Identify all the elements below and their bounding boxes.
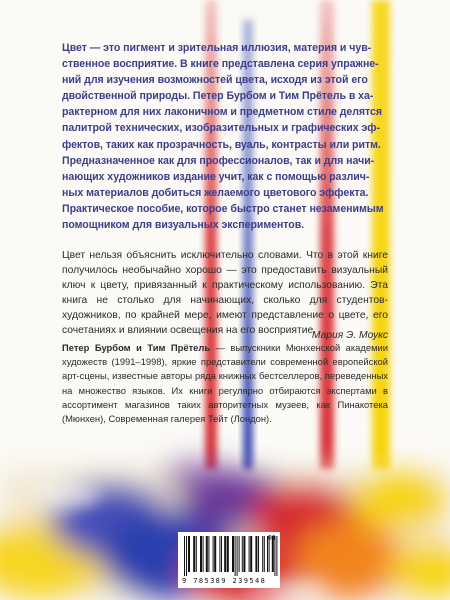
- barcode-bar: [250, 536, 252, 572]
- review-quote: Цвет нельзя объяснить исключительно словами. Что в этой книге получилось необычайно хорошо — это предоставить визуальный ключ к цвету, привязанный к практическому использованию. Эта книга не столько для начинающих, сколько для студентов-художников, по крайней мере, имеют представление о цвете, его сочетаниях и влиянии освещения на его восприятие.: [62, 250, 388, 336]
- isbn-barcode: [178, 532, 280, 588]
- intro-line: Практическое пособие, которое быстро станет незаменимым: [62, 202, 384, 215]
- bio-authors: Петер Бурбом и Тим Прётель: [62, 342, 211, 353]
- barcode-bar: [219, 536, 220, 572]
- barcode-bar: [186, 536, 187, 576]
- barcode-bar: [203, 536, 204, 572]
- intro-line: фектов, таких как прозрачность, вуаль, контрасты или ритм.: [62, 138, 381, 151]
- intro-paragraph: [62, 40, 388, 233]
- barcode-bar: [235, 536, 236, 576]
- barcode-bar: [208, 536, 209, 572]
- barcode-bar: [264, 536, 265, 572]
- barcode-bar: [258, 536, 259, 572]
- barcode-bar: [262, 536, 263, 572]
- barcode-bar: [232, 536, 234, 572]
- intro-line: ных материалов добиться желаемого цветового эффекта.: [62, 186, 369, 199]
- barcode-bar: [221, 536, 222, 572]
- barcode-bar: [255, 536, 257, 572]
- intro-line: Цвет — это пигмент и зрительная иллюзия, материя и чув-: [62, 42, 372, 54]
- barcode-bar: [239, 536, 240, 572]
- barcode-bar: [242, 536, 243, 572]
- barcode-bar: [196, 536, 197, 572]
- bio-text: — выпускники Мюнхенской академии художеств (1991–1998), яркие представители современной европейской арт-сцены, известные авторы ряда книжных бестселлеров, переведенных на множество языков. Их книги регулярно отбираются экспертами в ассортимент магазинов таких авторитетных музеев, как Пинакотека (Мюнхен), Современная галерея Тейт (Лондон).: [62, 342, 388, 425]
- barcode-bar: [206, 536, 208, 572]
- barcode-bar: [188, 536, 190, 572]
- authors-bio: [62, 341, 388, 426]
- intro-line: ственное восприятие. В книге представлена серия упражне-: [62, 58, 379, 71]
- barcode-bar: [237, 536, 238, 576]
- barcode-number: 9 785389 239548: [182, 577, 267, 585]
- barcode-bar: [224, 536, 226, 572]
- intro-line: Предназначенное как для профессионалов, так и для начи-: [62, 154, 375, 167]
- intro-line: ний для изучения возможностей цвета, исходя из этой его: [62, 74, 368, 87]
- quote-author: Мария Э. Моукс: [311, 330, 388, 341]
- intro-line: рактерном для них лаконичном и предметном стиле делятся: [62, 106, 383, 119]
- barcode-bar: [243, 536, 245, 572]
- intro-line: двойственной природы. Петер Бурбом и Тим Прётель в ха-: [62, 90, 374, 103]
- barcode-bar: [249, 536, 250, 572]
- barcode-bars: [178, 532, 280, 578]
- barcode-bar: [213, 536, 214, 572]
- intro-line: нающих художников издание учит, как с помощью различ-: [62, 170, 370, 183]
- intro-line: палитрой технических, изобразительных и графических эф-: [62, 122, 381, 135]
- barcode-bar: [193, 536, 195, 572]
- barcode-bar: [200, 536, 202, 572]
- barcode-bar: [214, 536, 216, 572]
- barcode-price-code: 01: [267, 534, 276, 542]
- barcode-bar: [274, 536, 275, 576]
- barcode-bar: [276, 536, 277, 576]
- barcode-bar: [184, 536, 185, 576]
- intro-line: помощником для визуальных экспериментов.: [62, 219, 305, 232]
- barcode-bar: [227, 536, 229, 572]
